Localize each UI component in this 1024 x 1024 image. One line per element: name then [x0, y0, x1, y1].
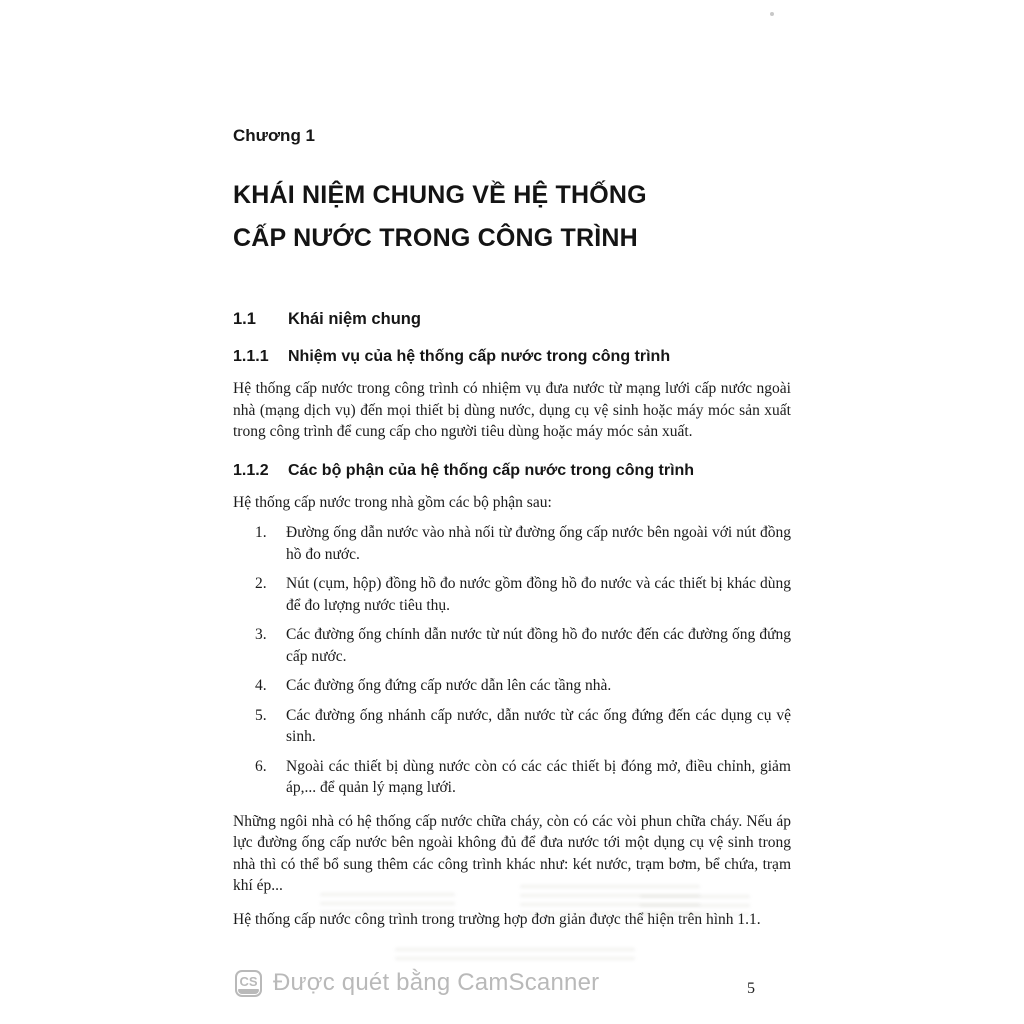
list-item-number: 3. [255, 626, 267, 643]
camscanner-logo-icon [235, 970, 262, 997]
page-bleed-through [395, 948, 635, 960]
page-bleed-through [640, 895, 750, 915]
section-number: 1.1 [233, 310, 256, 328]
list-item [233, 705, 791, 748]
section-title: Các bộ phận của hệ thống cấp nước trong công trình [288, 461, 695, 479]
chapter-title-line-2: CẤP NƯỚC TRONG CÔNG TRÌNH [233, 224, 638, 252]
list-item-number: 5. [255, 706, 267, 724]
list-item-text: Các đường ống chính dẫn nước từ nút đồng hồ đo nước đến các đường ống đứng cấp nước. [286, 626, 791, 665]
page-bleed-through [320, 893, 455, 919]
list-item-text: Các đường ống nhánh cấp nước, dẫn nước từ các ống đứng đến các dụng cụ vệ sinh. [286, 706, 791, 745]
section-number: 1.1.1 [233, 348, 269, 365]
numbered-list [233, 522, 791, 799]
list-item-number: 2. [255, 575, 267, 592]
section-title: Nhiệm vụ của hệ thống cấp nước trong công trình [288, 348, 671, 365]
page-number: 5 [747, 980, 755, 997]
list-item-text: Ngoài các thiết bị dùng nước còn có các các thiết bị đóng mở, điều chỉnh, giảm áp,... để quản lý mạng lưới. [286, 757, 791, 796]
list-item-text: Nút (cụm, hộp) đồng hồ đo nước gồm đồng hồ đo nước và các thiết bị khác dùng để đo lượng nước tiêu thụ. [286, 575, 791, 614]
list-item [233, 522, 791, 565]
chapter-title [233, 174, 791, 260]
list-item [233, 624, 791, 667]
section-number: 1.1.2 [233, 461, 269, 479]
list-item [233, 756, 791, 799]
chapter-title-line-1: KHÁI NIỆM CHUNG VỀ HỆ THỐNG [233, 181, 647, 209]
list-item [233, 573, 791, 616]
paragraph: Hệ thống cấp nước trong công trình có nhiệm vụ đưa nước từ mạng lưới cấp nước ngoài nhà (mạng dịch vụ) đến mọi thiết bị dùng nước, dụng cụ vệ sinh hoặc máy móc sản xuất trong công trình để cung cấp cho người tiêu dùng hoặc máy móc sản xuất. [233, 380, 791, 440]
paragraph: Hệ thống cấp nước công trình trong trường hợp đơn giản được thể hiện trên hình 1.1. [233, 910, 761, 928]
list-item-text: Các đường ống đứng cấp nước dẫn lên các tầng nhà. [286, 677, 612, 694]
list-item-text: Đường ống dẫn nước vào nhà nối từ đường ống cấp nước bên ngoài với nút đồng hồ đo nước. [286, 524, 791, 563]
camscanner-footer [235, 969, 791, 997]
page-content [233, 126, 791, 930]
section-heading-1-1-1 [233, 348, 791, 366]
scan-speck [770, 12, 774, 16]
list-item-number: 6. [255, 757, 267, 775]
camscanner-logo-letters: CS [239, 973, 258, 989]
camscanner-logo-bar [238, 989, 259, 994]
chapter-label: Chương 1 [233, 126, 316, 145]
section-heading-1-1 [233, 310, 791, 329]
camscanner-watermark-text: Được quét bằng CamScanner [273, 969, 600, 996]
paragraph: Những ngôi nhà có hệ thống cấp nước chữa cháy, còn có các vòi phun chữa cháy. Nếu áp lực đường ống cấp nước bên ngoài không đủ để đưa nước tới một dụng cụ vệ sinh trong nhà thì có thể bổ sung thêm các công trình khác như: két nước, trạm bơm, bể chứa, trạm khí ép... [233, 812, 791, 894]
section-heading-1-1-2 [233, 462, 791, 480]
list-item [233, 675, 791, 697]
list-item-number: 4. [255, 677, 267, 694]
list-intro: Hệ thống cấp nước trong nhà gồm các bộ phận sau: [233, 493, 552, 511]
section-title: Khái niệm chung [288, 310, 421, 328]
list-item-number: 1. [255, 524, 267, 541]
